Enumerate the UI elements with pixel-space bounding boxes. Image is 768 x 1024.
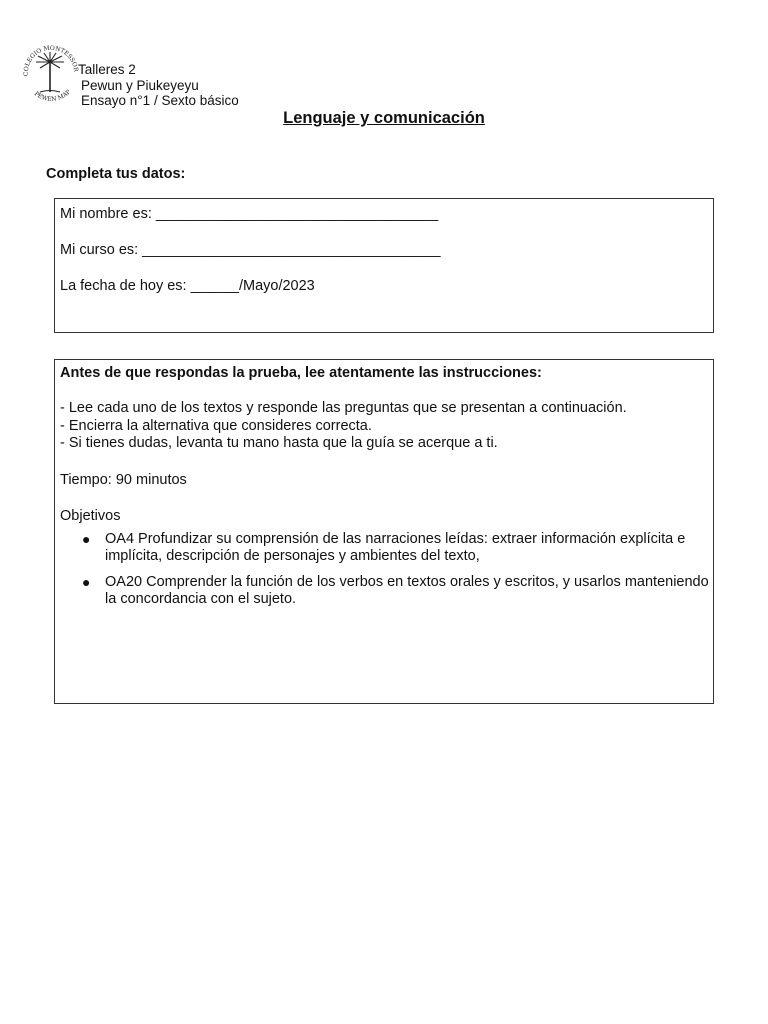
header-line-groups: Pewun y Piukeyeyu xyxy=(81,77,199,93)
objective-text: OA4 Profundizar su comprensión de las narraciones leídas: extraer información explícita e implícita, descripción de personajes y ambientes del texto, xyxy=(105,530,686,564)
objective-item xyxy=(82,530,713,566)
instruction-item: - Si tienes dudas, levanta tu mano hasta que la guía se acerque a ti. xyxy=(60,435,498,451)
objective-text: OA20 Comprender la función de los verbos en textos orales y escritos, y usarlos manteniendo la concordancia con el sujeto. xyxy=(105,573,709,607)
svg-text:PEWEN MAPU: PEWEN MAP xyxy=(32,88,73,103)
instructions-box xyxy=(54,359,714,704)
form-section-label: Completa tus datos: xyxy=(46,166,186,182)
svg-text:COLEGIO MONTESSORI: COLEGIO MONTESSOR xyxy=(22,44,80,77)
student-data-box xyxy=(54,198,714,333)
instruction-item: - Lee cada uno de los textos y responde las preguntas que se presentan a continuación. xyxy=(60,400,627,416)
name-field[interactable]: Mi nombre es: ___________________________________ xyxy=(60,206,439,222)
instructions-heading: Antes de que respondas la prueba, lee atentamente las instrucciones: xyxy=(60,365,542,381)
course-field[interactable]: Mi curso es: _____________________________________ xyxy=(60,242,441,258)
header-block xyxy=(78,62,239,109)
objectives-label: Objetivos xyxy=(60,507,121,524)
instruction-item: - Encierra la alternativa que consideres correcta. xyxy=(60,417,372,434)
header-line-workshop: Talleres 2 xyxy=(78,62,136,77)
school-seal-logo xyxy=(22,40,80,106)
objective-item xyxy=(82,573,713,609)
page-title: Lenguaje y comunicación xyxy=(283,109,485,127)
header-line-essay: Ensayo n°1 / Sexto básico xyxy=(81,93,239,108)
time-limit: Tiempo: 90 minutos xyxy=(60,471,187,488)
date-field[interactable]: La fecha de hoy es: ______/Mayo/2023 xyxy=(60,278,315,294)
bullet-icon: ● xyxy=(82,573,91,590)
bullet-icon: ● xyxy=(82,530,91,547)
objectives-list xyxy=(60,531,713,609)
palm-tree-icon xyxy=(22,40,80,106)
